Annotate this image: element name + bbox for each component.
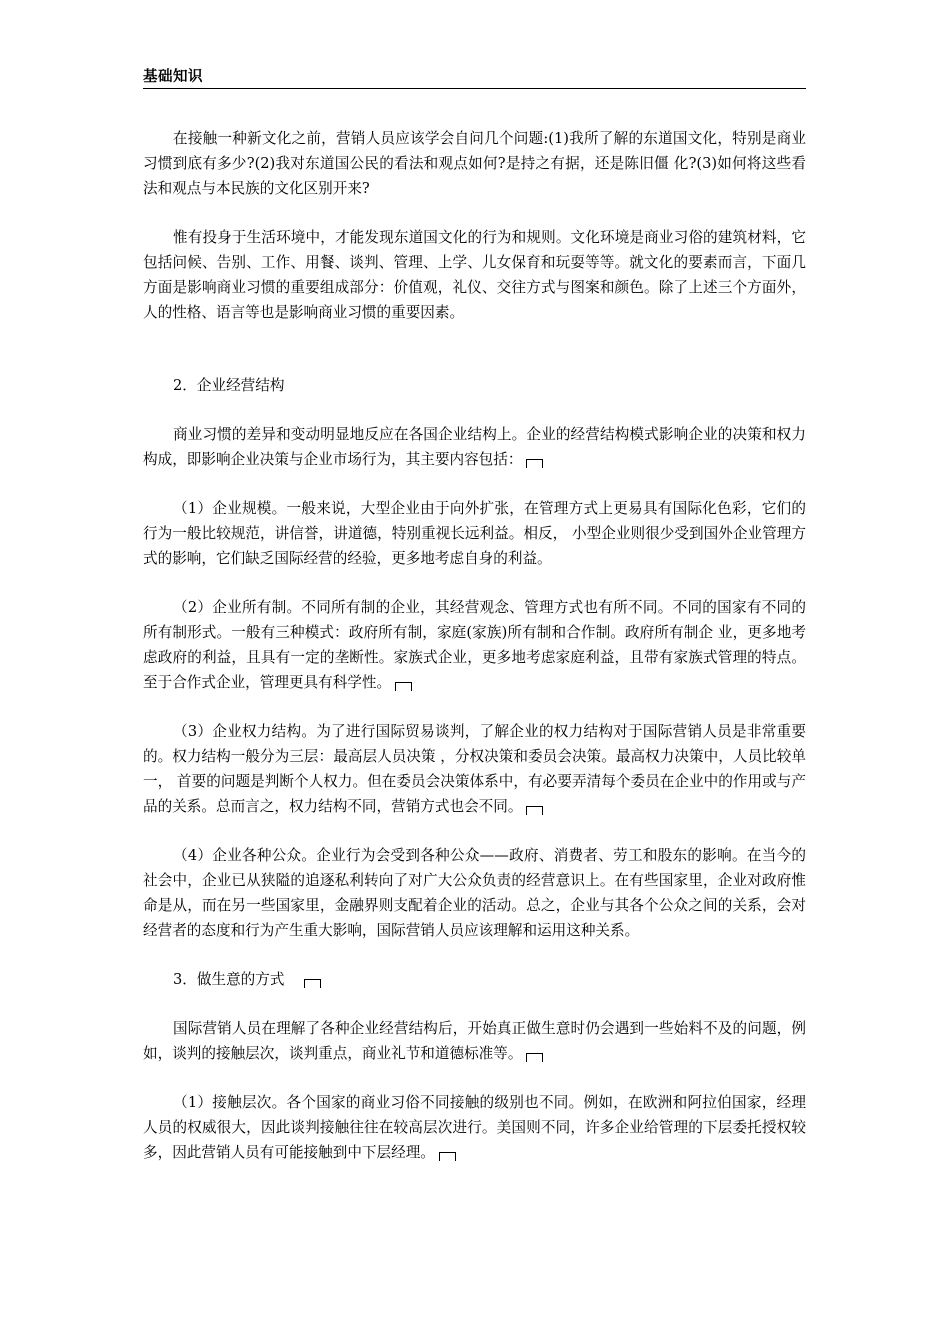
page-header <box>143 68 806 89</box>
document-body <box>143 126 806 1165</box>
section-heading-2: 2．企业经营结构 <box>173 377 285 394</box>
paragraph-3 <box>143 422 806 472</box>
paragraph-mark <box>395 682 412 691</box>
paragraph-1-text: 在接触一种新文化之前，营销人员应该学会自问几个问题:(1)我所了解的东道国文化，特别是商业习惯到底有多少?(2)我对东道国公民的看法和观点如何?是持之有据，还是陈旧僵 化?(3)如何将这些看法和观点与本民族的文化区别开来? <box>143 130 806 197</box>
paragraph-8-text: 国际营销人员在理解了各种企业经营结构后，开始真正做生意时仍会遇到一些始料不及的问题，例如，谈判的接触层次，谈判重点，商业礼节和道德标准等。 <box>143 1020 806 1062</box>
paragraph-2 <box>143 225 806 325</box>
paragraph-6 <box>143 719 806 819</box>
paragraph-6-text: （3）企业权力结构。为了进行国际贸易谈判，了解企业的权力结构对于国际营销人员是非常重要的。权力结构一般分为三层：最高层人员决策 ，分权决策和委员会决策。最高权力决策中，人员比较单一， 首要的问题是判断个人权力。但在委员会决策体系中，有必要弄清每个委员在企业中的作用或与产品的关系。总而言之，权力结构不同，营销方式也会不同。 <box>143 723 806 815</box>
paragraph-3-text: 商业习惯的差异和变动明显地反应在各国企业结构上。企业的经营结构模式影响企业的决策和权力构成，即影响企业决策与企业市场行为，其主要内容包括： <box>143 426 806 468</box>
paragraph-7 <box>143 843 806 943</box>
paragraph-mark <box>526 806 543 815</box>
paragraph-mark <box>526 459 543 468</box>
paragraph-5 <box>143 595 806 695</box>
paragraph-5-text: （2）企业所有制。不同所有制的企业，其经营观念、管理方式也有所不同。不同的国家有不同的所有制形式。一般有三种模式：政府所有制，家庭(家族)所有制和合作制。政府所有制企 业，更多地考虑政府的利益，且具有一定的垄断性。家族式企业，更多地考虑家庭利益，且带有家族式管理的特点。至于合作式企业，管理更具有科学性。 <box>143 599 806 691</box>
paragraph-mark <box>304 979 321 988</box>
paragraph-9-text: （1）接触层次。各个国家的商业习俗不同接触的级别也不同。例如，在欧洲和阿拉伯国家，经理人员的权威很大，因此谈判接触往往在较高层次进行。美国则不同，许多企业给管理的下层委托授权较多，因此营销人员有可能接触到中下层经理。 <box>143 1094 806 1161</box>
paragraph-2-text: 惟有投身于生活环境中，才能发现东道国文化的行为和规则。文化环境是商业习俗的建筑材料，它包括问候、告别、工作、用餐、谈判、管理、上学、儿女保育和玩耍等等。就文化的要素而言，下面几方面是影响商业习惯的重要组成部分：价值观，礼仪、交往方式与图案和颜色。除了上述三个方面外，人的性格、语言等也是影响商业习惯的重要因素。 <box>143 229 806 321</box>
header-title: 基础知识 <box>143 69 203 85</box>
paragraph-7-text: （4）企业各种公众。企业行为会受到各种公众——政府、消费者、劳工和股东的影响。在当今的社会中，企业已从狭隘的追逐私利转向了对广大公众负责的经营意识上。在有些国家里，企业对政府惟命是从，而在另一些国家里，金融界则支配着企业的活动。总之，企业与其各个公众之间的关系，会对经营者的态度和行为产生重大影响，国际营销人员应该理解和运用这种关系。 <box>143 847 806 939</box>
paragraph-mark <box>526 1053 543 1062</box>
paragraph-4-text: （1）企业规模。一般来说，大型企业由于向外扩张，在管理方式上更易具有国际化色彩，它们的行为一般比较规范，讲信誉，讲道德，特别重视长远利益。相反， 小型企业则很少受到国外企业管理方式的影响，它们缺乏国际经营的经验，更多地考虑自身的利益。 <box>143 500 806 567</box>
section-heading-3 <box>143 967 806 992</box>
section-heading-3-text: 3．做生意的方式 <box>173 971 285 988</box>
paragraph-9 <box>143 1090 806 1165</box>
paragraph-8 <box>143 1016 806 1066</box>
paragraph-1 <box>143 126 806 201</box>
paragraph-4 <box>143 496 806 571</box>
paragraph-mark <box>439 1152 456 1161</box>
